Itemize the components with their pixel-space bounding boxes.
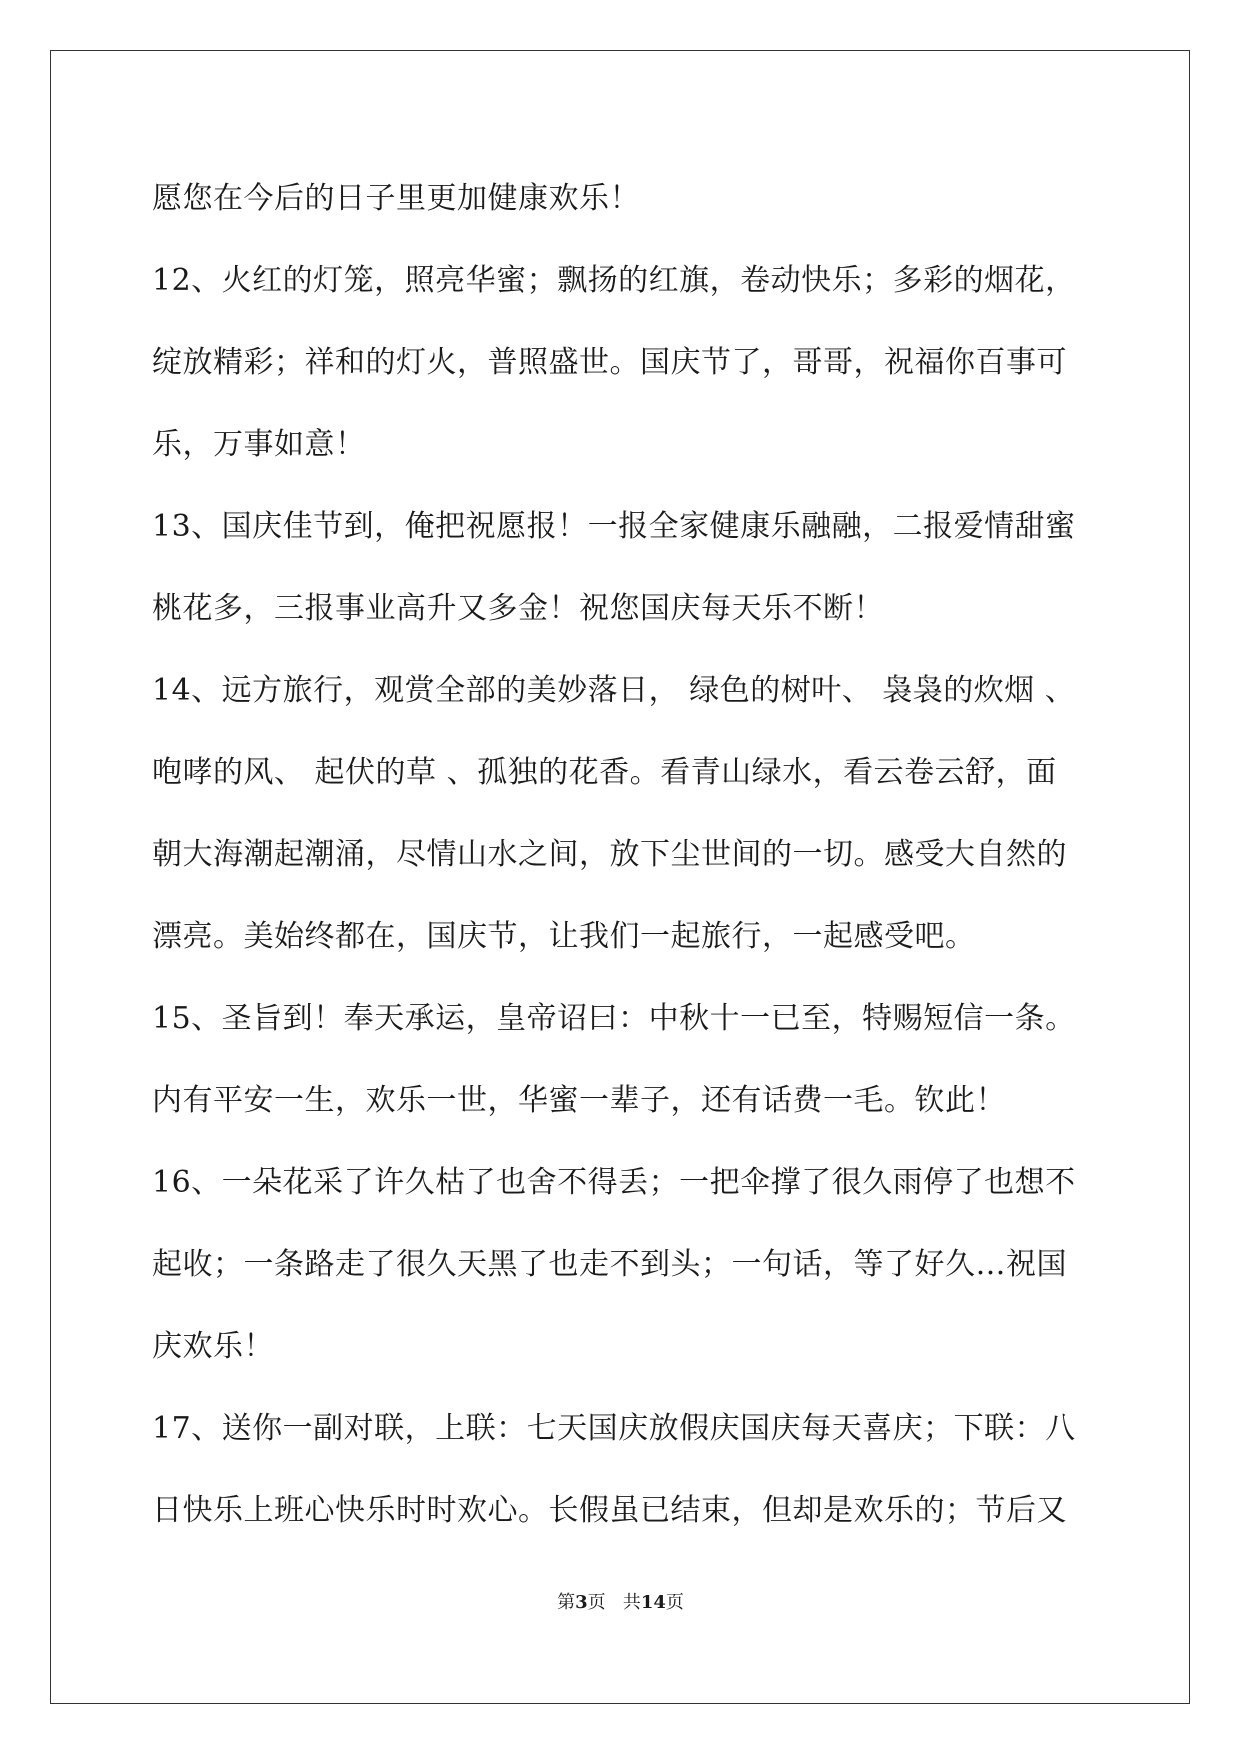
footer-total-suffix: 页 [665, 1592, 684, 1613]
page-number: 3 [575, 1592, 588, 1613]
text-line: 16、一朵花采了许久枯了也舍不得丢；一把伞撑了很久雨停了也想不 [152, 1165, 1076, 1200]
text-line: 17、送你一副对联，上联：七天国庆放假庆国庆每天喜庆；下联：八 [152, 1411, 1076, 1446]
text-line: 起收；一条路走了很久天黑了也走不到头；一句话，等了好久…祝国 [152, 1247, 1067, 1282]
text-line: 13、国庆佳节到，俺把祝愿报！一报全家健康乐融融，二报爱情甜蜜 [152, 509, 1076, 544]
text-line: 12、火红的灯笼，照亮华蜜；飘扬的红旗，卷动快乐；多彩的烟花， [152, 263, 1076, 298]
footer-total-prefix: 共 [622, 1592, 641, 1613]
text-line: 朝大海潮起潮涌，尽情山水之间，放下尘世间的一切。感受大自然的 [152, 837, 1067, 872]
footer-page-suffix: 页 [587, 1592, 606, 1613]
text-line: 漂亮。美始终都在，国庆节，让我们一起旅行，一起感受吧。 [152, 919, 976, 954]
text-line: 绽放精彩；祥和的灯火，普照盛世。国庆节了，哥哥，祝福你百事可 [152, 345, 1067, 380]
document-body [152, 158, 1112, 1552]
footer-prefix: 第 [557, 1592, 576, 1613]
text-line: 14、远方旅行，观赏全部的美妙落日， 绿色的树叶、 袅袅的炊烟 、 [152, 673, 1076, 708]
text-line: 咆哮的风、 起伏的草 、孤独的花香。看青山绿水，看云卷云舒，面 [152, 755, 1057, 790]
text-line: 日快乐上班心快乐时时欢心。长假虽已结束，但却是欢乐的；节后又 [152, 1493, 1067, 1528]
text-line: 桃花多，三报事业高升又多金！祝您国庆每天乐不断！ [152, 591, 884, 626]
page-footer [0, 1588, 1241, 1614]
total-pages: 14 [640, 1592, 666, 1613]
text-line: 乐，万事如意！ [152, 427, 366, 462]
text-line: 愿您在今后的日子里更加健康欢乐！ [152, 181, 640, 216]
text-line: 内有平安一生，欢乐一世，华蜜一辈子，还有话费一毛。钦此！ [152, 1083, 1006, 1118]
text-line: 15、圣旨到！奉天承运，皇帝诏曰：中秋十一已至，特赐短信一条。 [152, 1001, 1076, 1036]
text-line: 庆欢乐！ [152, 1329, 274, 1364]
